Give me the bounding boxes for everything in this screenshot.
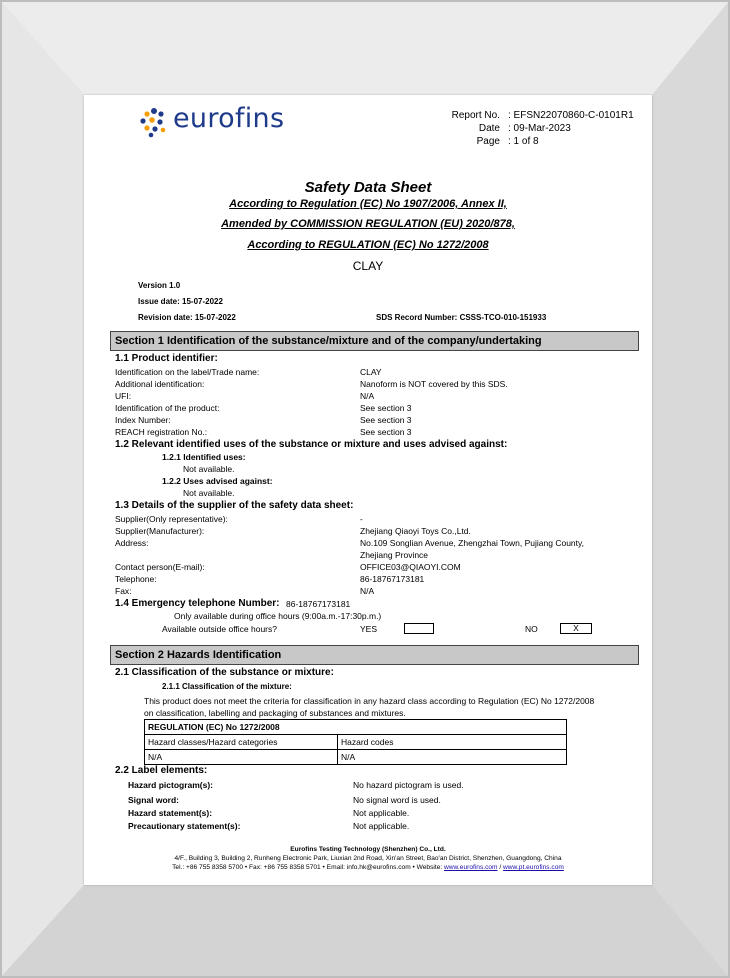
table-header: REGULATION (EC) No 1272/2008 — [145, 720, 567, 735]
regulation-line-2: Amended by COMMISSION REGULATION (EU) 2020/878, — [221, 218, 515, 230]
logo-text: eurofins — [173, 103, 285, 134]
office-hours-note: Only available during office hours (9:00a.m.-17:30p.m.) — [174, 611, 382, 621]
row-value: Nanoform is NOT covered by this SDS. — [360, 379, 508, 389]
uses-advised-against-value: Not available. — [183, 488, 235, 498]
no-label: NO — [525, 624, 538, 634]
heading-1-2-1: 1.2.1 Identified uses: — [162, 452, 246, 462]
heading-1-3: 1.3 Details of the supplier of the safety data sheet: — [115, 500, 354, 511]
table-col-header: Hazard codes — [338, 735, 567, 750]
no-checkbox[interactable]: X — [560, 623, 592, 634]
heading-2-2: 2.2 Label elements: — [115, 765, 208, 776]
heading-1-2: 1.2 Relevant identified uses of the substance or mixture and uses advised against: — [115, 439, 508, 450]
date-label: Date — [478, 123, 500, 134]
contact-label: Contact person(E-mail): — [115, 562, 205, 572]
row-label: REACH registration No.: — [115, 427, 208, 437]
eurofins-link[interactable]: www.eurofins.com — [444, 864, 498, 871]
eurofins-logo-icon — [138, 107, 170, 139]
telephone-value: 86-18767173181 — [360, 574, 425, 584]
table-cell: N/A — [338, 750, 567, 765]
footer-address: 4/F., Building 3, Building 2, Runheng Electronic Park, Liuxian 2nd Road, Xin'an Street, Bao'an District, Shenzhen, Guangdong, China — [174, 855, 562, 862]
heading-2-1: 2.1 Classification of the substance or mixture: — [115, 667, 334, 678]
sds-record-number: SDS Record Number: CSSS-TCO-010-151933 — [376, 313, 547, 322]
classification-text-1: This product does not meet the criteria for classification in any hazard class according to Regulation (EC) No 1272/2008 — [144, 696, 595, 706]
footer-company: Eurofins Testing Technology (Shenzhen) Co., Ltd. — [290, 846, 446, 853]
report-no-value: : EFSN22070860-C-0101R1 — [508, 110, 634, 121]
supplier-man-value: Zhejiang Qiaoyi Toys Co.,Ltd. — [360, 526, 471, 536]
page-value: : 1 of 8 — [508, 136, 539, 147]
row-value: See section 3 — [360, 415, 412, 425]
row-value: N/A — [360, 391, 375, 401]
supplier-man-label: Supplier(Manufacturer): — [115, 526, 205, 536]
row-label: Index Number: — [115, 415, 171, 425]
issue-date: Issue date: 15-07-2022 — [138, 297, 223, 306]
revision-date: Revision date: 15-07-2022 — [138, 313, 236, 322]
product-name: CLAY — [352, 259, 384, 273]
section-2-header: Section 2 Hazards Identification — [110, 645, 639, 665]
footer-contact — [84, 863, 652, 872]
address-line-2: Zhejiang Province — [360, 550, 429, 560]
fax-label: Fax: — [115, 586, 132, 596]
classification-text-2: on classification, labelling and packaging of substances and mixtures. — [144, 708, 406, 718]
footer-link-separator: / — [497, 864, 504, 871]
row-label: Additional identification: — [115, 379, 205, 389]
page-label: Page — [476, 136, 500, 147]
emergency-number: 86-18767173181 — [286, 599, 351, 609]
label-element-value: Not applicable. — [353, 821, 410, 831]
yes-checkbox[interactable] — [404, 623, 434, 634]
telephone-label: Telephone: — [115, 574, 157, 584]
row-label: Identification on the label/Trade name: — [115, 367, 260, 377]
section-1-header: Section 1 Identification of the substance/mixture and of the company/undertaking — [110, 331, 639, 351]
pt-eurofins-link[interactable]: www.pt.eurofins.com — [503, 864, 564, 871]
row-value: CLAY — [360, 367, 382, 377]
row-value: See section 3 — [360, 403, 412, 413]
footer-contact-text: Tel.: +86 755 8358 5700 • Fax: +86 755 8358 5701 • Email: info.hk@eurofins.com • Website: — [172, 864, 445, 871]
row-value: See section 3 — [360, 427, 412, 437]
date-value: : 09-Mar-2023 — [508, 123, 571, 134]
label-element-label: Signal word: — [128, 795, 179, 805]
table-col-header: Hazard classes/Hazard categories — [145, 735, 338, 750]
row-label: UFI: — [115, 391, 132, 401]
row-label: Identification of the product: — [115, 403, 220, 413]
yes-label: YES — [360, 624, 378, 634]
identified-uses-value: Not available. — [183, 464, 235, 474]
address-line-1: No.109 Songlian Avenue, Zhengzhai Town, Pujiang County, — [360, 538, 584, 548]
label-element-label: Precautionary statement(s): — [128, 821, 241, 831]
report-no-label: Report No. — [451, 110, 500, 121]
label-element-value: Not applicable. — [353, 808, 410, 818]
outside-hours-label: Available outside office hours? — [162, 624, 277, 634]
version: Version 1.0 — [138, 281, 181, 290]
heading-1-2-2: 1.2.2 Uses advised against: — [162, 476, 273, 486]
label-element-value: No signal word is used. — [353, 795, 441, 805]
supplier-rep-label: Supplier(Only representative): — [115, 514, 228, 524]
contact-value: OFFICE03@QIAOYI.COM — [360, 562, 461, 572]
regulation-line-1: According to Regulation (EC) No 1907/2006, Annex II, — [229, 198, 507, 210]
label-element-label: Hazard pictogram(s): — [128, 780, 214, 790]
heading-1-1: 1.1 Product identifier: — [115, 353, 218, 364]
document-page — [84, 95, 652, 885]
fax-value: N/A — [360, 586, 375, 596]
heading-1-4: 1.4 Emergency telephone Number: — [115, 598, 280, 609]
address-label: Address: — [115, 538, 149, 548]
document-title: Safety Data Sheet — [304, 179, 432, 196]
label-element-value: No hazard pictogram is used. — [353, 780, 464, 790]
regulation-table — [144, 719, 567, 765]
supplier-rep-value: - — [360, 514, 363, 524]
label-element-label: Hazard statement(s): — [128, 808, 213, 818]
regulation-line-3: According to REGULATION (EC) No 1272/2008 — [247, 239, 489, 251]
table-cell: N/A — [145, 750, 338, 765]
heading-2-1-1: 2.1.1 Classification of the mixture: — [162, 682, 292, 691]
